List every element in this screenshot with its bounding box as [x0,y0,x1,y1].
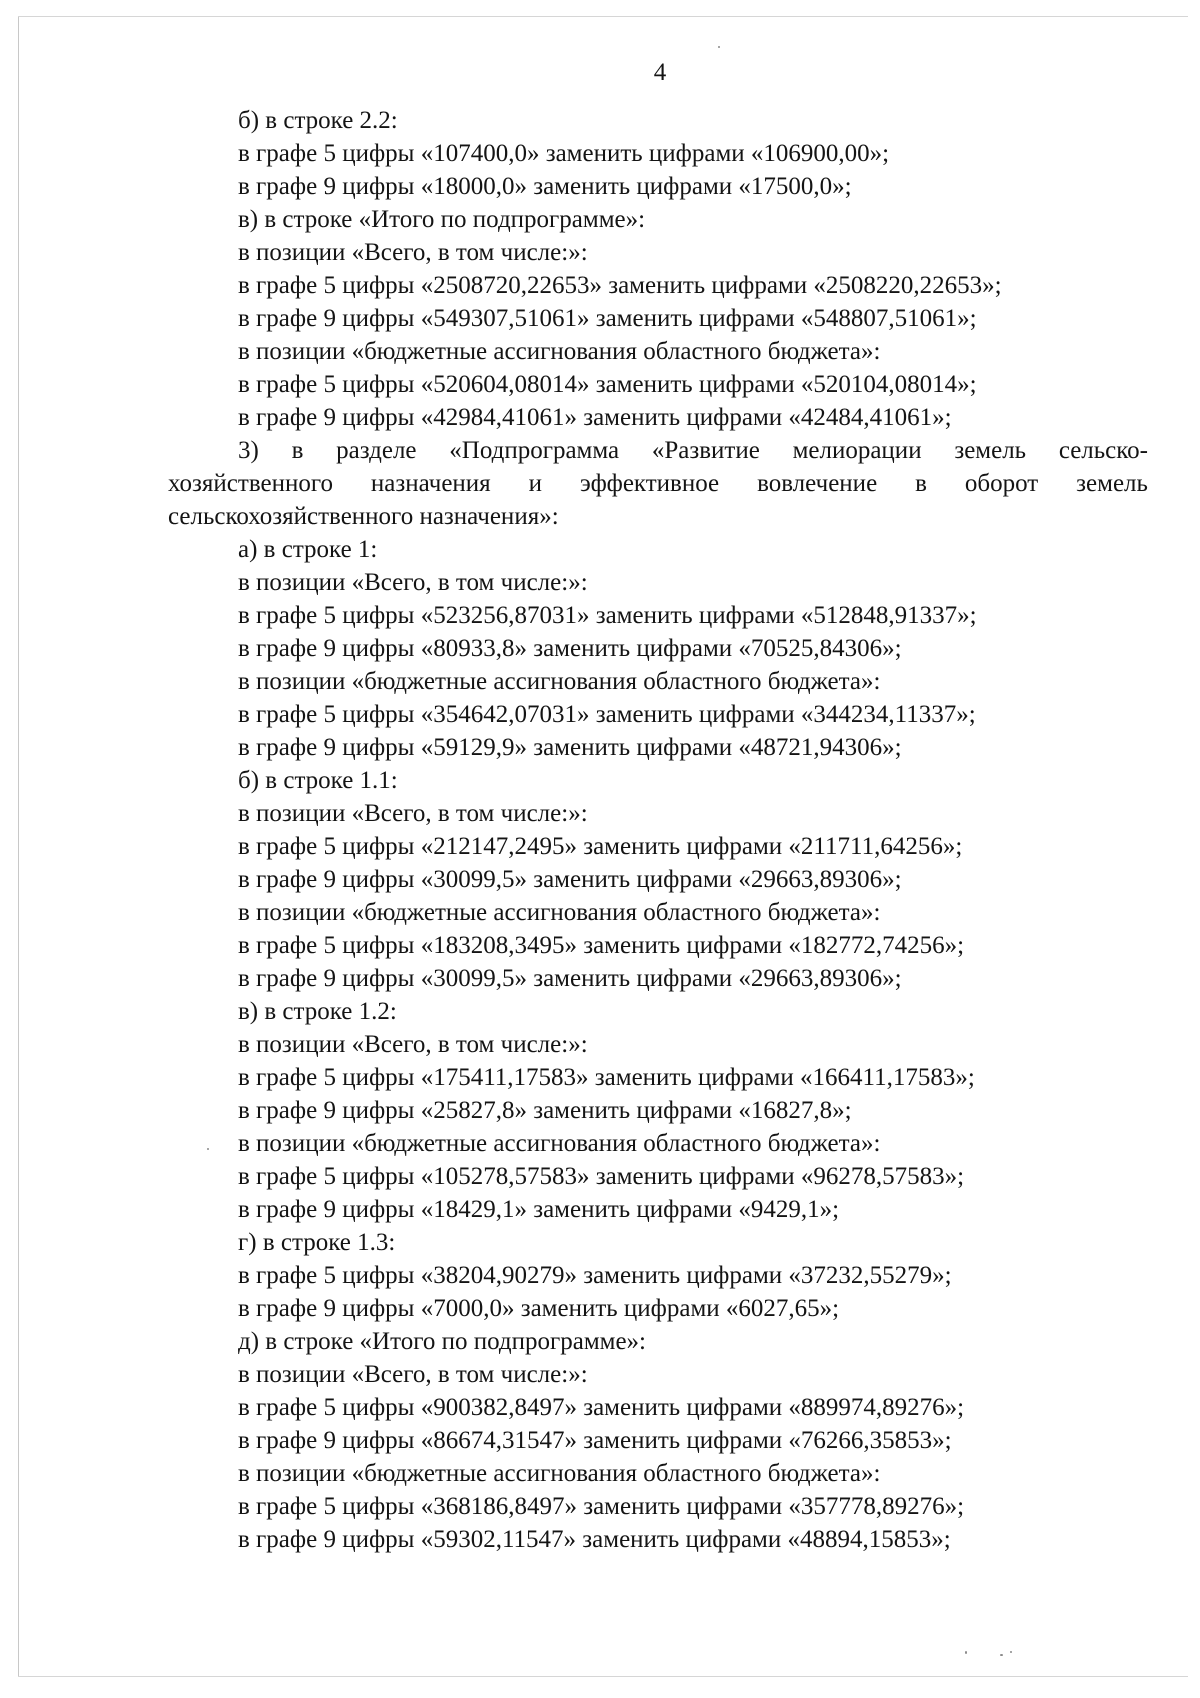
amendment-line: в графе 9 цифры «59129,9» заменить цифрами «48721,94306»; [238,734,902,761]
scan-edge-left [18,16,19,1676]
amendment-line: в позиции «бюджетные ассигнования областного бюджета»: [238,668,881,695]
amendment-line: в позиции «бюджетные ассигнования областного бюджета»: [238,1460,881,1487]
amendment-line: в графе 5 цифры «212147,2495» заменить цифрами «211711,64256»; [238,833,963,860]
amendment-line: в графе 9 цифры «42984,41061» заменить цифрами «42484,41061»; [238,404,952,431]
section-paragraph-line-3: сельскохозяйственного назначения»: [168,503,559,530]
amendment-line: в графе 9 цифры «86674,31547» заменить цифрами «76266,35853»; [238,1427,952,1454]
section-paragraph-line-2 [168,467,1148,500]
word: земель [1076,470,1148,497]
page-number: 4 [653,59,667,86]
amendment-line: в графе 9 цифры «549307,51061» заменить цифрами «548807,51061»; [238,305,977,332]
word: хозяйственного [168,470,333,497]
amendment-line: б) в строке 2.2: [238,107,398,134]
word: назначения [370,470,491,497]
word: в [915,470,927,497]
scan-speck [1000,1654,1003,1656]
word: разделе [336,437,417,464]
amendment-line: в графе 5 цифры «107400,0» заменить цифрами «106900,00»; [238,140,890,167]
amendment-line: в позиции «бюджетные ассигнования областного бюджета»: [238,899,881,926]
amendment-line: в графе 9 цифры «25827,8» заменить цифрами «16827,8»; [238,1097,852,1124]
amendment-line: г) в строке 1.3: [238,1229,396,1256]
amendment-line: в позиции «Всего, в том числе:»: [238,1031,588,1058]
amendment-line: б) в строке 1.1: [238,767,398,794]
amendment-line: в графе 9 цифры «59302,11547» заменить цифрами «48894,15853»; [238,1526,951,1553]
amendment-line: в графе 5 цифры «520604,08014» заменить цифрами «520104,08014»; [238,371,977,398]
amendment-line: в позиции «бюджетные ассигнования областного бюджета»: [238,1130,881,1157]
amendment-line: в графе 5 цифры «368186,8497» заменить цифрами «357778,89276»; [238,1493,965,1520]
amendment-line: в) в строке «Итого по подпрограмме»: [238,206,646,233]
amendment-line: в графе 9 цифры «80933,8» заменить цифрами «70525,84306»; [238,635,902,662]
amendment-line: в) в строке 1.2: [238,998,397,1025]
word: оборот [964,470,1039,497]
scan-speck [965,1651,967,1654]
amendment-line: в графе 5 цифры «38204,90279» заменить цифрами «37232,55279»; [238,1262,952,1289]
amendment-line: в позиции «бюджетные ассигнования областного бюджета»: [238,338,881,365]
amendment-line: в графе 5 цифры «175411,17583» заменить цифрами «166411,17583»; [238,1064,975,1091]
amendment-line: в позиции «Всего, в том числе:»: [238,800,588,827]
amendment-line: в графе 5 цифры «354642,07031» заменить цифрами «344234,11337»; [238,701,976,728]
amendment-line: в позиции «Всего, в том числе:»: [238,569,588,596]
amendment-line: д) в строке «Итого по подпрограмме»: [238,1328,646,1355]
amendment-line: в позиции «Всего, в том числе:»: [238,239,588,266]
amendment-line: в графе 5 цифры «2508720,22653» заменить цифрами «2508220,22653»; [238,272,1002,299]
scan-edge-bottom [18,1676,1188,1677]
amendment-line: в графе 5 цифры «105278,57583» заменить цифрами «96278,57583»; [238,1163,965,1190]
word: «Подпрограмма [449,437,620,464]
word: сельско- [1058,437,1148,464]
word: земель [954,437,1027,464]
amendment-line: в графе 9 цифры «30099,5» заменить цифрами «29663,89306»; [238,965,902,992]
word: «Развитие [651,437,760,464]
amendment-line: в графе 9 цифры «18429,1» заменить цифрами «9429,1»; [238,1196,840,1223]
scan-edge-top [18,16,1188,17]
scan-speck [207,1148,209,1150]
scan-speck [718,46,720,48]
amendment-line: в графе 9 цифры «18000,0» заменить цифрами «17500,0»; [238,173,852,200]
section-paragraph-line-1 [238,434,1148,467]
word: вовлечение [757,470,878,497]
word: 3) [238,437,259,464]
word: и [528,470,543,497]
amendment-line: в позиции «Всего, в том числе:»: [238,1361,588,1388]
amendment-line: в графе 9 цифры «7000,0» заменить цифрами «6027,65»; [238,1295,840,1322]
word: в [291,437,304,464]
amendment-line: в графе 5 цифры «900382,8497» заменить цифрами «889974,89276»; [238,1394,965,1421]
scan-speck [1010,1651,1012,1653]
word: эффективное [579,470,720,497]
amendment-line: в графе 5 цифры «523256,87031» заменить цифрами «512848,91337»; [238,602,977,629]
amendment-line: в графе 5 цифры «183208,3495» заменить цифрами «182772,74256»; [238,932,965,959]
amendment-line: а) в строке 1: [238,536,378,563]
word: мелиорации [792,437,922,464]
amendment-line: в графе 9 цифры «30099,5» заменить цифрами «29663,89306»; [238,866,902,893]
